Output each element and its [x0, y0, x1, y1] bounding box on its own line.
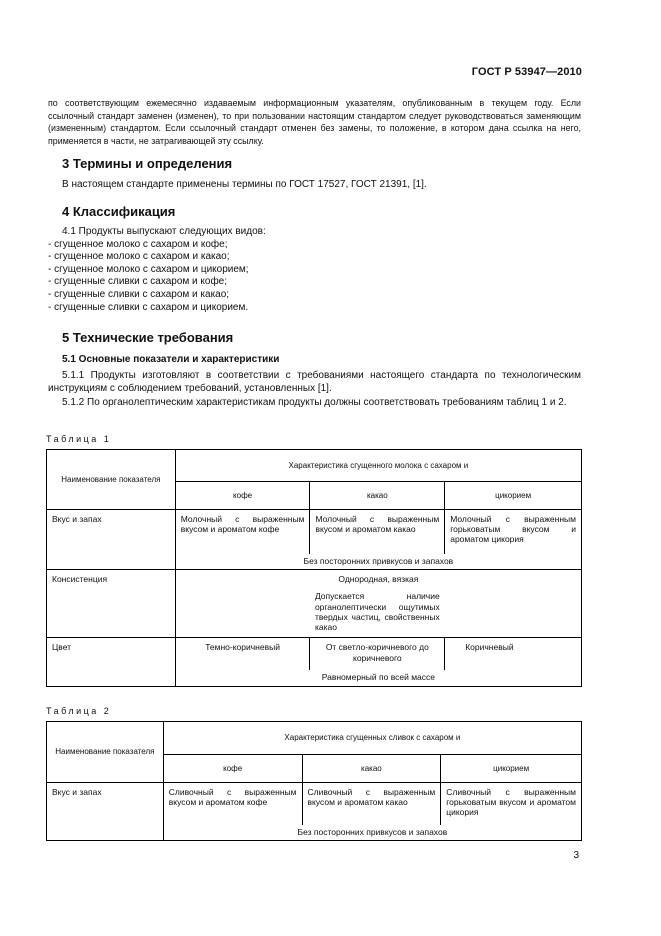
table-row: [47, 638, 582, 671]
table-row: [47, 570, 582, 588]
paragraph-5-1-2: 5.1.2 По органолептическим характеристикам продукты должны соответствовать требованиям таблиц 1 и 2.: [62, 397, 567, 408]
list-item: - сгущенное молоко с сахаром и какао;: [48, 251, 230, 263]
group-header: Характеристика сгущенного молока с сахаром и: [175, 450, 581, 482]
classification-list: [48, 226, 266, 314]
section-3-title: 3 Термины и определения: [62, 156, 233, 171]
section-4-title: 4 Классификация: [62, 204, 176, 219]
indicator-header: Наименование показателя: [47, 450, 176, 510]
table-1: [46, 449, 582, 687]
row-name-taste: Вкус и запах: [47, 783, 164, 841]
list-item: - сгущенные сливки с сахаром и какао;: [48, 288, 230, 300]
list-item: - сгущенное молоко с сахаром и цикорием;: [48, 263, 249, 275]
table-row: [47, 783, 582, 826]
section-3-text: В настоящем стандарте применены термины по ГОСТ 17527, ГОСТ 21391, [1].: [62, 179, 427, 190]
table-1-caption: Таблица 1: [46, 434, 112, 444]
row-name-color: Цвет: [47, 638, 176, 686]
taste-cocoa: Молочный с выраженным вкусом и ароматом какао: [310, 510, 445, 555]
list-item: - сгущенное молоко с сахаром и кофе;: [48, 238, 228, 250]
color-chicory: Коричневый: [445, 638, 582, 671]
table-2: [46, 721, 582, 841]
column-header-coffee: кофе: [175, 482, 310, 510]
list-item: - сгущенные сливки с сахаром и цикорием.: [48, 301, 249, 313]
intro-paragraph: по соответствующим ежемесячно издаваемым информационным указателям, опубликованным в текущем году. Если ссылочный стандарт заменен (изменен), то при пользовании настоящим стандартом следует руководствоваться заменяющим (измененным) стандартом. Если ссылочный стандарт отменен без замены, то положение, в котором дана ссылка на него, применяется в части, не затрагивающей эту ссылку.: [48, 98, 581, 147]
taste-chicory: Сливочный с выраженным горьковатым вкусом и ароматом цикория: [441, 783, 582, 826]
consistency-cocoa-note: Допускается наличие органолептически ощутимых твердых частиц, свойственных какао: [310, 587, 445, 638]
standard-code: ГОСТ Р 53947—2010: [471, 66, 582, 78]
taste-coffee: Молочный с выраженным вкусом и ароматом кофе: [175, 510, 310, 555]
column-header-coffee: кофе: [163, 755, 302, 783]
taste-common: Без посторонних привкусов и запахов: [175, 554, 581, 570]
taste-chicory: Молочный с выраженным горьковатым вкусом и ароматом цикория: [445, 510, 582, 555]
color-common: Равномерный по всей массе: [175, 670, 581, 686]
column-header-cocoa: какао: [310, 482, 445, 510]
color-cocoa: От светло-коричневого до коричневого: [310, 638, 445, 671]
section-5-title: 5 Технические требования: [62, 330, 234, 345]
list-item: - сгущенные сливки с сахаром и кофе;: [48, 276, 228, 288]
classification-lead: 4.1 Продукты выпускают следующих видов:: [62, 226, 266, 237]
table-2-caption: Таблица 2: [46, 706, 112, 716]
paragraph-5-1-1: 5.1.1 Продукты изготовляют в соответствии с требованиями настоящего стандарта по технологическим инструкциям с соблюдением требований, установленных [1].: [48, 370, 581, 394]
section-5-1-title: 5.1 Основные показатели и характеристики: [62, 354, 280, 365]
consistency-common: Однородная, вязкая: [175, 570, 581, 588]
color-coffee: Темно-коричневый: [175, 638, 310, 671]
taste-coffee: Сливочный с выраженным вкусом и ароматом кофе: [163, 783, 302, 826]
column-header-chicory: цикорием: [441, 755, 582, 783]
column-header-chicory: цикорием: [445, 482, 582, 510]
row-name-consistency: Консистенция: [47, 570, 176, 638]
group-header: Характеристика сгущенных сливок с сахаром и: [163, 722, 581, 755]
page-number: 3: [573, 850, 579, 861]
column-header-cocoa: какао: [302, 755, 441, 783]
taste-common: Без посторонних привкусов и запахов: [163, 825, 581, 841]
indicator-header: Наименование показателя: [47, 722, 164, 783]
row-name-taste: Вкус и запах: [47, 510, 176, 570]
taste-cocoa: Сливочный с выраженным вкусом и ароматом какао: [302, 783, 441, 826]
table-row: [47, 510, 582, 555]
